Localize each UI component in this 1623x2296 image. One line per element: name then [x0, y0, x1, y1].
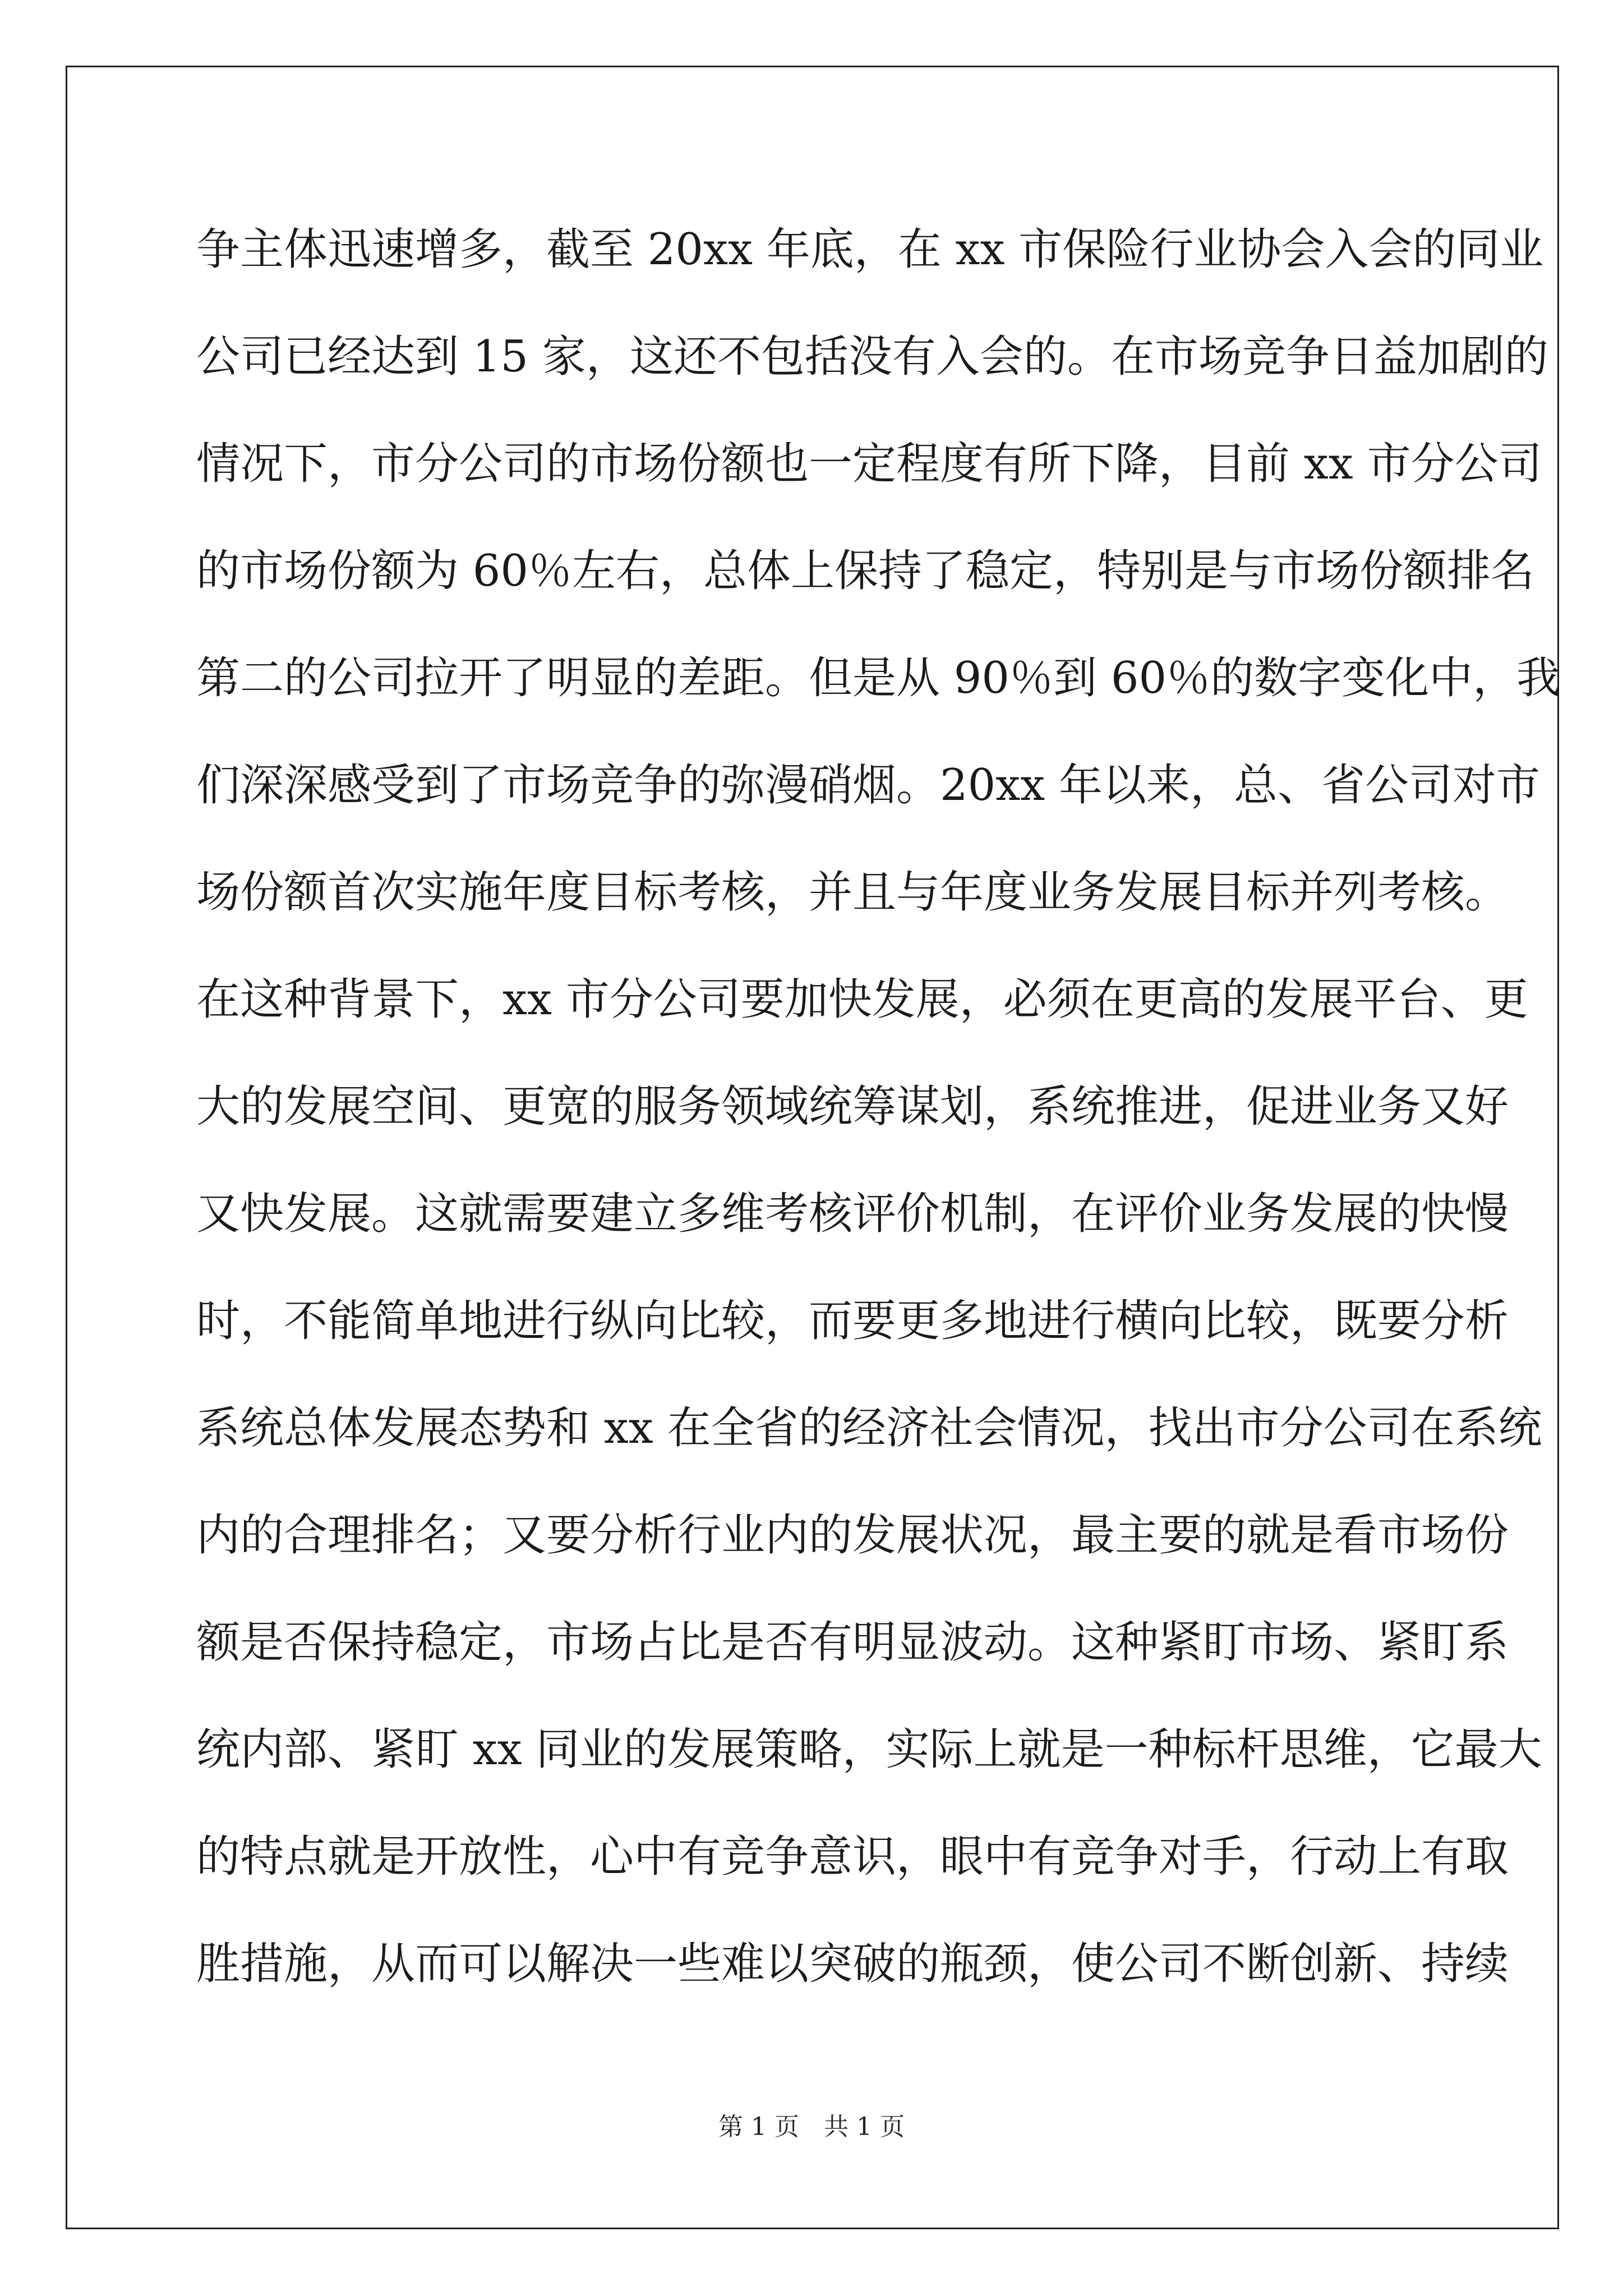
- text-line: 公司已经达到 15 家，这还不包括没有入会的。在市场竞争日益加剧的: [196, 332, 1548, 382]
- page-footer: 第 1 页 共 1 页: [718, 2113, 905, 2141]
- text-line: 在这种背景下，xx 市分公司要加快发展，必须在更高的发展平台、更: [196, 974, 1528, 1025]
- text-line: 的特点就是开放性，心中有竞争意识，眼中有竞争对手，行动上有取: [196, 1832, 1509, 1882]
- text-line: 额是否保持稳定，市场占比是否有明显波动。这种紧盯市场、紧盯系: [196, 1617, 1509, 1668]
- text-line: 情况下，市分公司的市场份额也一定程度有所下降，目前 xx 市分公司: [196, 439, 1542, 489]
- text-line: 胜措施，从而可以解决一些难以突破的瓶颈，使公司不断创新、持续: [196, 1939, 1509, 1989]
- text-line: 时，不能简单地进行纵向比较，而要更多地进行横向比较，既要分析: [196, 1296, 1509, 1346]
- text-line: 系统总体发展态势和 xx 在全省的经济社会情况，找出市分公司在系统: [196, 1403, 1542, 1453]
- text-line: 们深深感受到了市场竞争的弥漫硝烟。20xx 年以来，总、省公司对市: [196, 760, 1541, 811]
- text-line: 又快发展。这就需要建立多维考核评价机制，在评价业务发展的快慢: [196, 1189, 1509, 1239]
- text-line: 争主体迅速增多，截至 20xx 年底，在 xx 市保险行业协会入会的同业: [196, 224, 1544, 275]
- text-line: 统内部、紧盯 xx 同业的发展策略，实际上就是一种标杆思维，它最大: [196, 1724, 1542, 1775]
- text-line: 第二的公司拉开了明显的差距。但是从 90％到 60％的数字变化中，我: [196, 653, 1561, 703]
- text-line: 内的合理排名；又要分析行业内的发展状况，最主要的就是看市场份: [196, 1510, 1509, 1561]
- document-body: [196, 216, 1561, 2037]
- text-line: 场份额首次实施年度目标考核，并且与年度业务发展目标并列考核。: [196, 867, 1509, 918]
- text-line: 大的发展空间、更宽的服务领域统筹谋划，系统推进，促进业务又好: [196, 1082, 1509, 1132]
- text-line: 的市场份额为 60％左右，总体上保持了稳定，特别是与市场份额排名: [196, 546, 1535, 596]
